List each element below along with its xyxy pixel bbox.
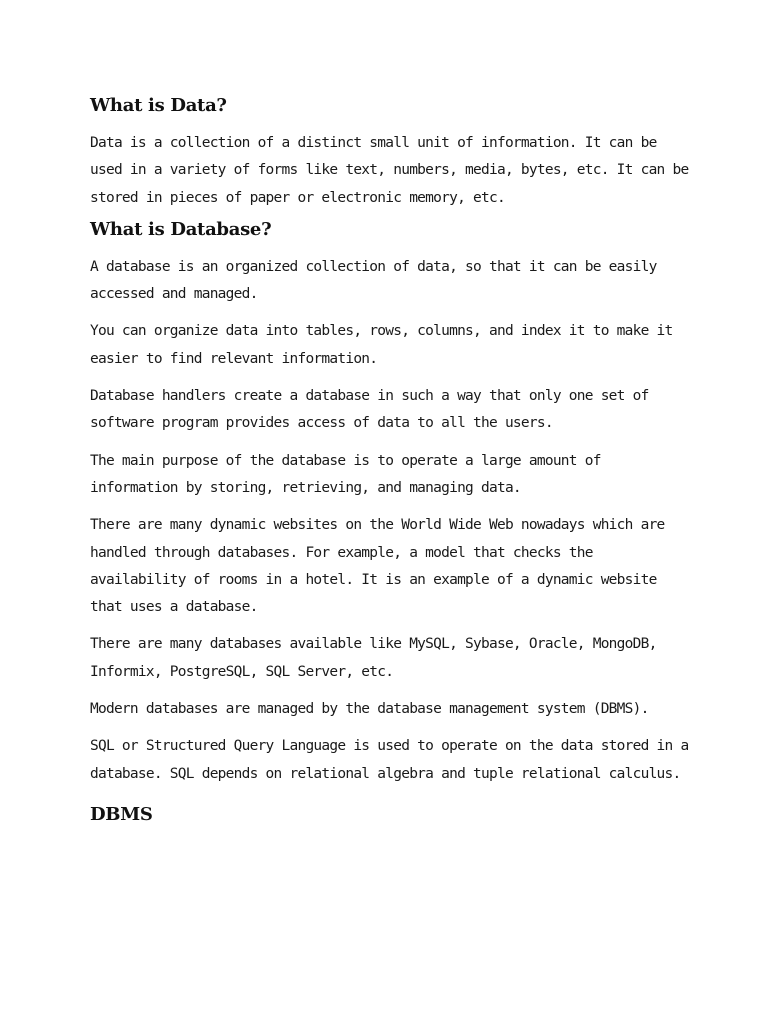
heading-dbms: DBMS [90,803,153,825]
document-page [90,94,690,827]
paragraph-database-handlers: Database handlers create a database in such a way that only one set of software program provides access of data to all the users. [90,388,649,432]
paragraph-database-definition: A database is an organized collection of data, so that it can be easily accessed and managed. [90,258,657,303]
paragraph-main-purpose: The main purpose of the database is to operate a large amount of information by storing, retrieving, and managing data. [90,452,601,496]
heading-what-is-data: What is Data? [90,95,227,116]
heading-what-is-database: What is Database? [90,218,272,240]
paragraph-organize-data: You can organize data into tables, rows, columns, and index it to make it easier to find relevant information. [90,323,673,367]
paragraph-modern-databases: Modern databases are managed by the database management system (DBMS). [90,701,649,718]
paragraph-data-definition: Data is a collection of a distinct small unit of information. It can be used in a variety of forms like text, numbers, media, bytes, etc. It can be stored in pieces of paper or electronic memory, etc. [90,135,689,206]
paragraph-dynamic-websites: There are many dynamic websites on the World Wide Web nowadays which are handled through databases. For example, a model that checks the availability of rooms in a hotel. It is an example of a dynamic website that uses a database. [90,517,665,616]
paragraph-sql: SQL or Structured Query Language is used to operate on the data stored in a database. SQL depends on relational algebra and tuple relational calculus. [90,738,689,782]
paragraph-databases-available: There are many databases available like MySQL, Sybase, Oracle, MongoDB, Informix, PostgreSQL, SQL Server, etc. [90,636,657,680]
